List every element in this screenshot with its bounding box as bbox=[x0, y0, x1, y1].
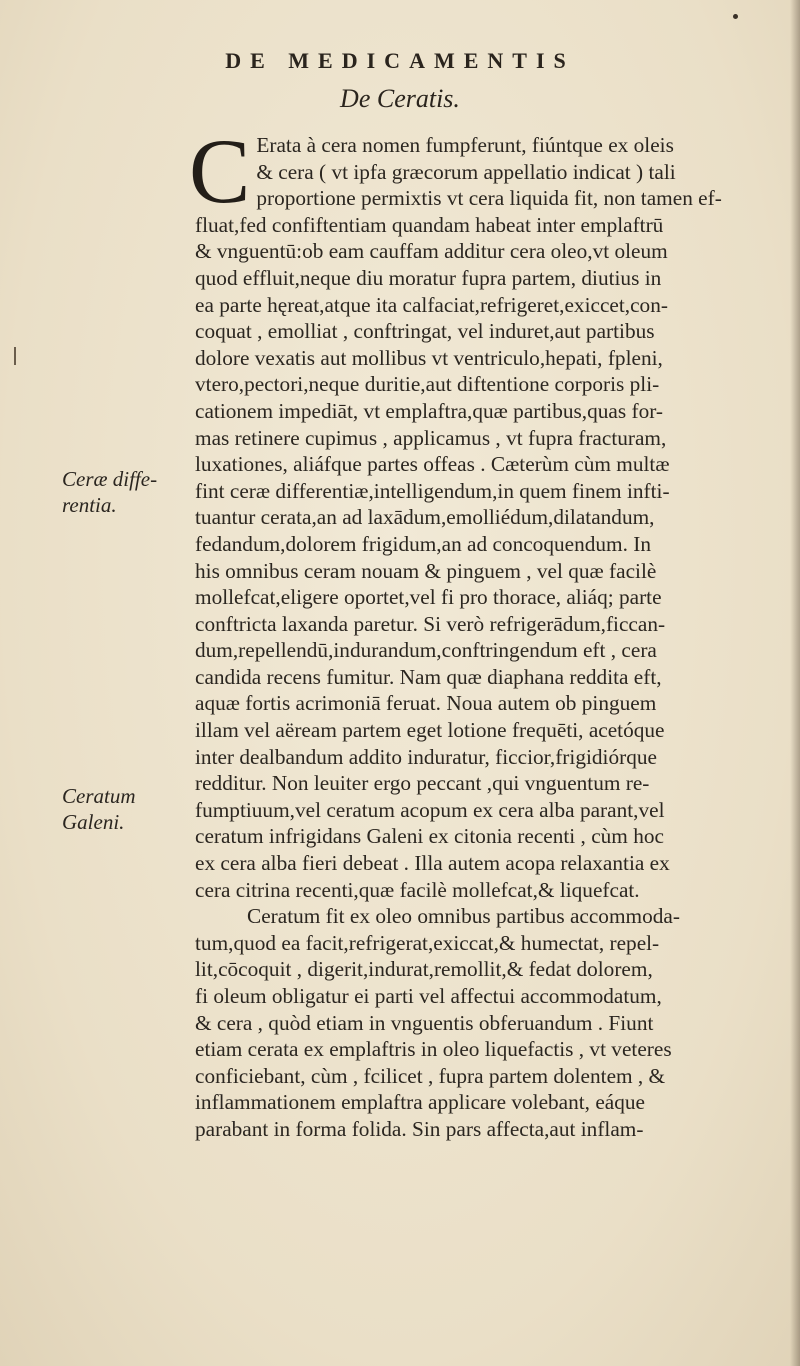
text-line: Erata à cera nomen fumpferunt, fiúntque ex oleis bbox=[256, 133, 674, 157]
text-line: parabant in forma folida. Sin pars affecta,aut inflam- bbox=[195, 1116, 644, 1141]
margin-note-line: rentia. bbox=[62, 493, 117, 517]
text-line: & cera , quòd etiam in vnguentis obferuandum . Fiunt bbox=[195, 1010, 654, 1035]
text-line: fedandum,dolorem frigidum,an ad concoquendum. In bbox=[195, 531, 651, 556]
text-line: dolore vexatis aut mollibus vt ventriculo,hepati, fpleni, bbox=[195, 345, 663, 370]
text-line: lit,cōcoquit , digerit,indurat,remollit,& fedat dolorem, bbox=[195, 957, 653, 982]
text-line: ea parte hęreat,atque ita calfaciat,refrigeret,exiccet,con- bbox=[195, 292, 668, 317]
text-line: dum,repellendū,indurandum,conftringendum eft , cera bbox=[195, 638, 657, 663]
text-line: cera citrina recenti,quæ facilè mollefcat,& liquefcat. bbox=[195, 877, 640, 902]
text-line: redditur. Non leuiter ergo peccant ,qui vnguentum re- bbox=[195, 771, 650, 796]
drop-cap: C bbox=[189, 120, 251, 222]
margin-note-line: Ceræ diffe- bbox=[62, 467, 158, 491]
text-line: mollefcat,eligere oportet,vel fi pro thorace, aliáq; parte bbox=[195, 585, 662, 610]
running-head: DE MEDICAMENTIS bbox=[225, 48, 575, 73]
text-line: inter dealbandum addito induratur, ficcior,frigidiórque bbox=[195, 744, 657, 769]
margin-note-ceratum-galeni bbox=[62, 783, 182, 835]
text-line: inflammationem emplaftra applicare volebant, eáque bbox=[195, 1090, 645, 1115]
body-text bbox=[189, 120, 795, 1143]
text-line: conftricta laxanda paretur. Si verò refrigerādum,ficcan- bbox=[195, 611, 666, 636]
margin-note-line: Ceratum bbox=[62, 784, 136, 808]
text-line: tuantur cerata,an ad laxādum,emolliédum,dilatandum, bbox=[195, 505, 655, 530]
text-line: fi oleum obligatur ei parti vel affectui accommodatum, bbox=[195, 984, 662, 1008]
text-line: his omnibus ceram nouam & pinguem , vel quæ facilè bbox=[195, 558, 657, 583]
text-line: conficiebant, cùm , fcilicet , fupra partem dolentem , & bbox=[195, 1063, 666, 1088]
text-line: & cera ( vt ipfa græcorum appellatio indicat ) tali bbox=[256, 159, 676, 184]
text-line: cationem impediāt, vt emplaftra,quæ partibus,quas for- bbox=[195, 398, 663, 423]
text-line: vtero,pectori,neque duritie,aut diftentione corporis pli- bbox=[195, 372, 660, 397]
text-line: quod effluit,neque diu moratur fupra partem, diutius in bbox=[195, 265, 662, 290]
margin-note-line: Galeni. bbox=[62, 810, 125, 834]
stray-mark bbox=[14, 347, 16, 365]
text-line: fumptiuum,vel ceratum acopum ex cera alba parant,vel bbox=[195, 797, 665, 822]
ink-spot bbox=[733, 14, 738, 19]
text-line: coquat , emolliat , conftringat, vel induret,aut partibus bbox=[195, 319, 655, 344]
text-line: etiam cerata ex emplaftris in oleo liquefactis , vt veteres bbox=[195, 1037, 672, 1062]
text-line: illam vel aëream partem eget lotione frequēti, acetóque bbox=[195, 718, 665, 743]
text-line: Ceratum fit ex oleo omnibus partibus accommoda- bbox=[247, 904, 680, 929]
text-line: fluat,fed confiftentiam quandam habeat inter emplaftrū bbox=[195, 212, 664, 237]
text-line: candida recens fumitur. Nam quæ diaphana reddita eft, bbox=[195, 664, 662, 689]
text-line: & vnguentū:ob eam cauffam additur cera oleo,vt oleum bbox=[195, 239, 668, 264]
text-line: ex cera alba fieri debeat . Illa autem acopa relaxantia ex bbox=[195, 851, 670, 876]
section-title: De Ceratis. bbox=[340, 84, 460, 113]
text-line: fint ceræ differentiæ,intelligendum,in quem finem infti- bbox=[195, 478, 670, 503]
text-line: ceratum infrigidans Galeni ex citonia recenti , cùm hoc bbox=[195, 824, 664, 849]
margin-note-cerae-differentia bbox=[62, 466, 182, 518]
text-line: tum,quod ea facit,refrigerat,exiccat,& humectat, repel- bbox=[195, 930, 660, 955]
text-line: mas retinere cupimus , applicamus , vt fupra fracturam, bbox=[195, 425, 667, 450]
text-line: aquæ fortis acrimoniā feruat. Noua autem ob pinguem bbox=[195, 691, 657, 716]
text-line: luxationes, aliáfque partes offeas . Cæterùm cùm multæ bbox=[195, 452, 670, 477]
text-line: proportione permixtis vt cera liquida fit, non tamen ef- bbox=[256, 186, 722, 211]
